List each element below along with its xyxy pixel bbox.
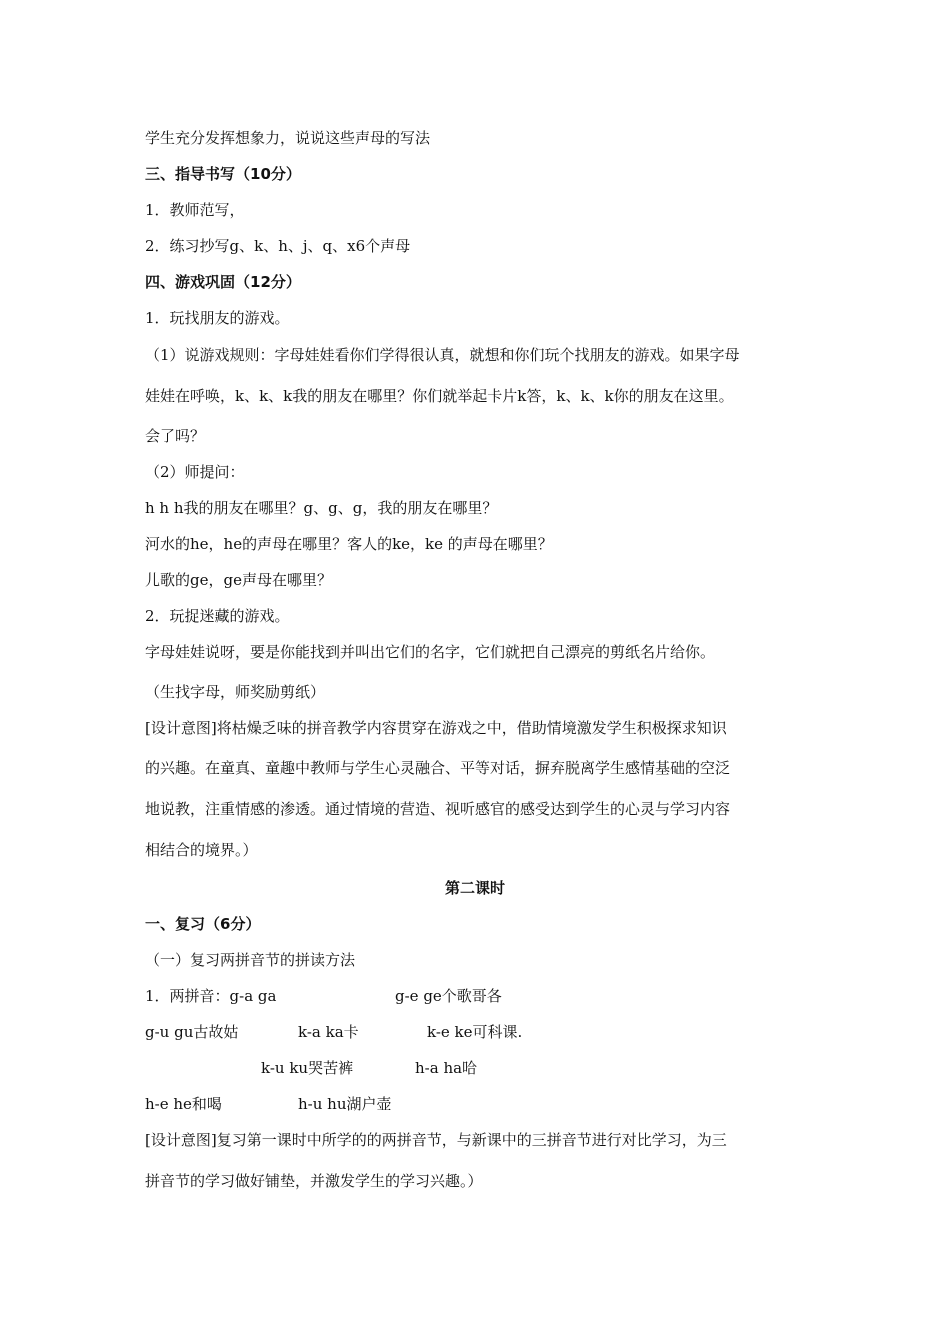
paragraph-line: 娃娃在呼唤，k、k、k我的朋友在哪里？你们就举起卡片k答，k、k、k你的朋友在这里。 (145, 387, 734, 405)
pinyin-entry: k-u ku哭苦裤 (261, 1059, 354, 1077)
subsection-heading: （一）复习两拼音节的拼读方法 (145, 951, 356, 969)
design-note-line: [设计意图]将枯燥乏味的拼音教学内容贯穿在游戏之中，借助情境激发学生积极探求知识 (145, 719, 727, 737)
paragraph-line: 学生充分发挥想象力，说说这些声母的写法 (145, 129, 431, 147)
list-item: 1．教师范写， (145, 201, 245, 219)
paragraph-line: 字母娃娃说呀，要是你能找到并叫出它们的名字，它们就把自己漂亮的剪纸名片给你。 (145, 643, 716, 661)
pinyin-entry: h-u hu湖户壶 (298, 1095, 392, 1113)
paragraph-line: （1）说游戏规则：字母娃娃看你们学得很认真，就想和你们玩个找朋友的游戏。如果字母 (145, 346, 740, 364)
paragraph-line: 儿歌的ge，ge声母在哪里？ (145, 571, 332, 589)
design-note-line: 的兴趣。在童真、童趣中教师与学生心灵融合、平等对话，摒弃脱离学生感情基础的空泛 (145, 759, 731, 777)
list-item: 2．玩捉迷藏的游戏。 (145, 607, 290, 625)
paragraph-line: h h h我的朋友在哪里？g、g、g，我的朋友在哪里？ (145, 499, 498, 517)
paragraph-line: （2）师提问： (145, 463, 245, 481)
paragraph-line: （生找字母，师奖励剪纸） (145, 683, 326, 701)
pinyin-entry: g-e ge个歌哥各 (395, 987, 502, 1005)
pinyin-entry: g-u gu古故姑 (145, 1023, 239, 1041)
section-heading: 三、指导书写（10分） (145, 165, 301, 183)
pinyin-entry: 1．两拼音：g-a ga (145, 987, 277, 1005)
design-note-line: 地说教，注重情感的渗透。通过情境的营造、视听感官的感受达到学生的心灵与学习内容 (145, 800, 731, 818)
design-note-line: 相结合的境界。） (145, 841, 258, 859)
lesson-title: 第二课时 (444, 879, 505, 897)
section-heading: 四、游戏巩固（12分） (145, 273, 301, 291)
section-heading: 一、复习（6分） (145, 915, 261, 933)
design-note-line: [设计意图]复习第一课时中所学的的两拼音节，与新课中的三拼音节进行对比学习，为三 (145, 1131, 727, 1149)
design-note-line: 拼音节的学习做好铺垫，并激发学生的学习兴趣。） (145, 1172, 483, 1190)
pinyin-entry: h-e he和喝 (145, 1095, 222, 1113)
pinyin-entry: h-a ha哈 (415, 1059, 478, 1077)
pinyin-entry: k-e ke可科课. (427, 1023, 523, 1041)
list-item: 2．练习抄写g、k、h、j、q、x6个声母 (145, 237, 411, 255)
list-item: 1．玩找朋友的游戏。 (145, 309, 290, 327)
pinyin-entry: k-a ka卡 (298, 1023, 359, 1041)
paragraph-line: 河水的he，he的声母在哪里？客人的ke，ke 的声母在哪里？ (145, 535, 553, 553)
paragraph-line: 会了吗？ (145, 427, 206, 445)
